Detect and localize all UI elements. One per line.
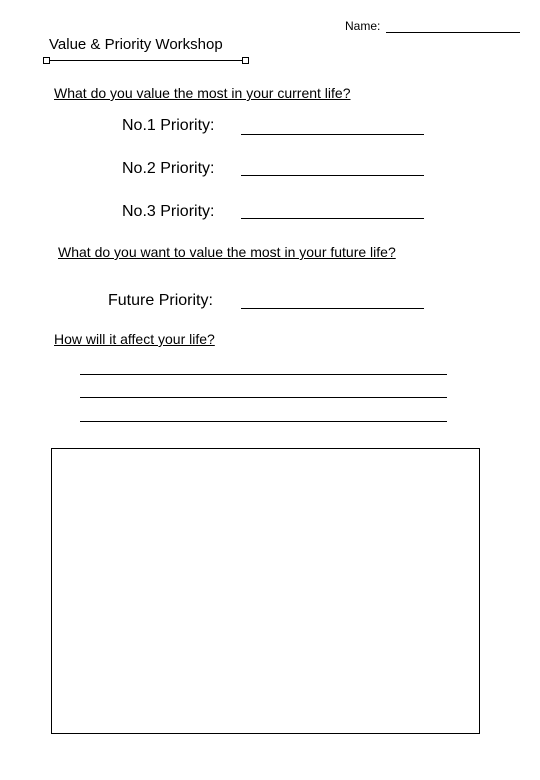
future-priority-answer-field[interactable]: [241, 308, 424, 309]
question-future-life: What do you want to value the most in your future life?: [58, 244, 396, 260]
priority-3-label: No.3 Priority:: [122, 203, 215, 220]
effect-answer-line-2[interactable]: [80, 397, 447, 398]
priority-2-answer-field[interactable]: [241, 175, 424, 176]
question-current-life: What do you value the most in your current life?: [54, 85, 351, 101]
name-field[interactable]: [386, 32, 520, 33]
title-underline: [46, 60, 245, 61]
question-affect-life: How will it affect your life?: [54, 331, 215, 347]
priority-1-answer-field[interactable]: [241, 134, 424, 135]
priority-3-answer-field[interactable]: [241, 218, 424, 219]
effect-answer-line-1[interactable]: [80, 374, 447, 375]
name-label: Name:: [345, 19, 381, 33]
effect-answer-line-3[interactable]: [80, 421, 447, 422]
priority-1-label: No.1 Priority:: [122, 117, 215, 134]
priority-2-label: No.2 Priority:: [122, 160, 215, 177]
drawing-box[interactable]: [51, 448, 480, 734]
selection-handle-right-icon[interactable]: [242, 57, 249, 64]
selection-handle-left-icon[interactable]: [43, 57, 50, 64]
future-priority-label: Future Priority:: [108, 292, 213, 309]
worksheet-title: Value & Priority Workshop: [49, 36, 223, 53]
